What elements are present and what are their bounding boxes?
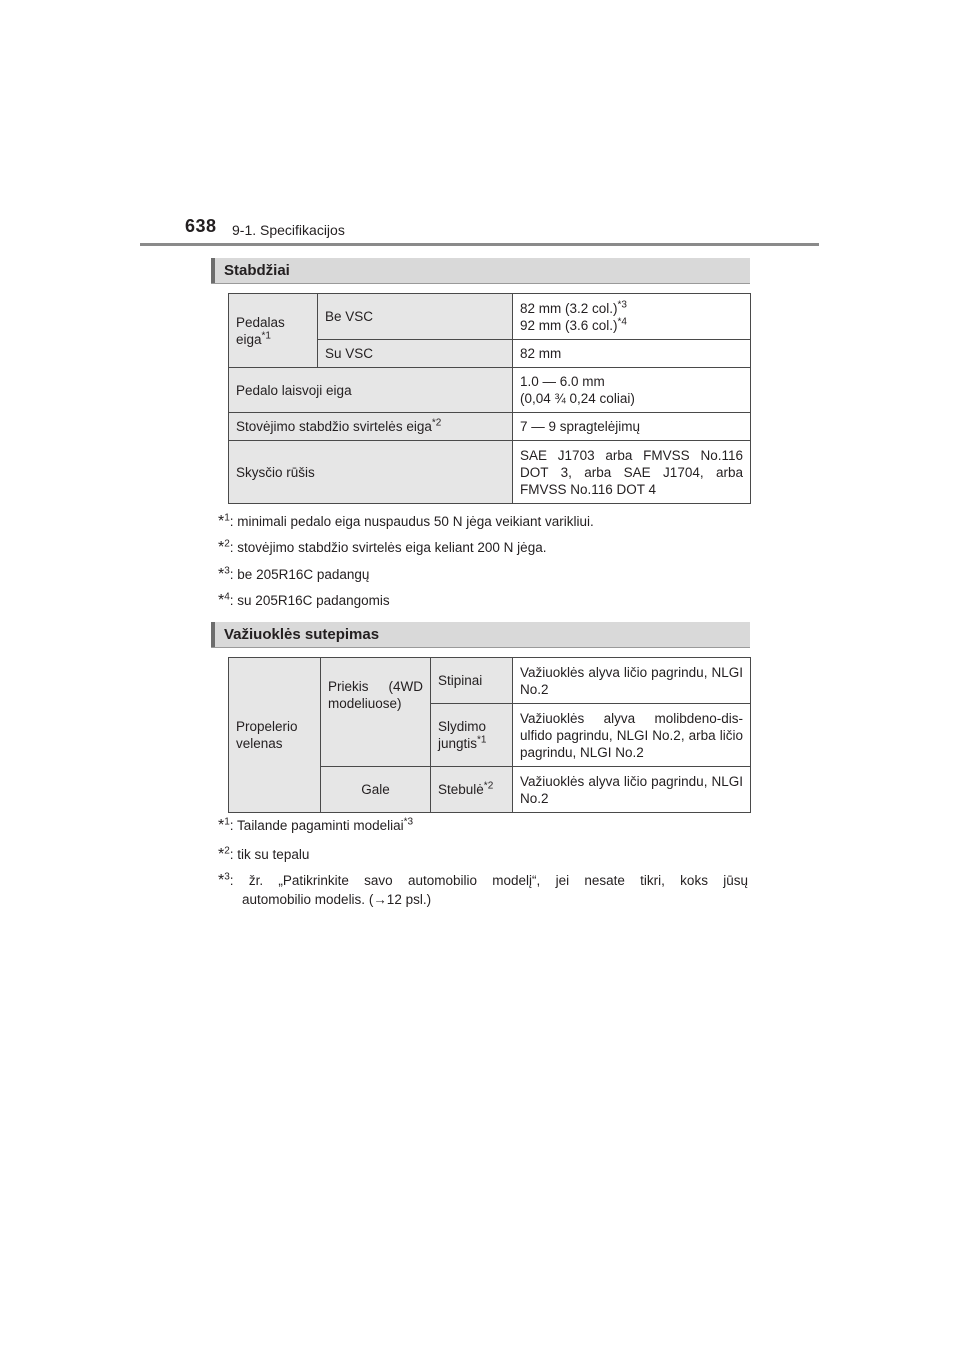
pedal-travel-cell (229, 294, 318, 368)
section-title-brakes: Stabdžiai (224, 262, 290, 279)
front-cell (321, 658, 431, 767)
footnote-lubrication-3 (218, 871, 748, 909)
footnote-mark: *1 (261, 330, 271, 341)
footnote-line (218, 871, 748, 890)
footnote-text: : be 205R16C padangų (229, 567, 370, 582)
stipinai-cell (431, 658, 513, 704)
hub-label: Stebulė (438, 782, 484, 797)
brakes-table (228, 293, 751, 504)
footnote-text-continued: automobilio modelis. (→12 psl.) (242, 892, 432, 907)
fluid-type-value-cell (513, 441, 751, 504)
parking-brake-value-cell (513, 413, 751, 441)
footnote-text: : žr. „Patikrinkite savo automobilio modelį“, jei nesate tikri, koks jūsų (229, 873, 748, 888)
footnote-number: 4 (224, 591, 230, 603)
footnote-number: 3 (224, 565, 230, 577)
footnote-asterisk: * (218, 566, 225, 583)
slide-joint-value: Važiuoklės alyva molibdeno-dis-ulfido pagrindu, NLGI No.2, arba ličio pagrindu, NLGI No.2 (520, 710, 743, 760)
hub-value: Važiuoklės alyva ličio pagrindu, NLGI No.2 (520, 773, 743, 806)
without-vsc-value-1: 82 mm (3.2 col.) (520, 300, 618, 316)
stipinai-value-cell (513, 658, 751, 704)
footnote-text: : su 205R16C padangomis (229, 593, 390, 608)
footnote-asterisk: * (218, 539, 225, 556)
table-row (229, 294, 751, 340)
section-title-lubrication: Važiuoklės sutepimas (224, 626, 380, 643)
stipinai-label: Stipinai (438, 673, 483, 688)
with-vsc-cell (318, 340, 513, 368)
footnote-number: 2 (224, 538, 230, 550)
running-title: 9-1. Specifikacijos (232, 222, 345, 238)
footnote-text: : minimali pedalo eiga nuspaudus 50 N jėga veikiant varikliui. (229, 514, 594, 529)
footnote-mark: *2 (483, 780, 494, 792)
section-marker (211, 258, 215, 283)
free-play-value-2: (0,04 ¾ 0,24 coliai) (520, 391, 635, 406)
section-header-lubrication (211, 622, 750, 648)
parking-brake-cell (229, 413, 513, 441)
with-vsc-label: Su VSC (325, 346, 374, 361)
slide-joint-label: Slydimo jungtis (438, 719, 487, 751)
free-play-value-1: 1.0 — 6.0 mm (520, 374, 605, 389)
propeller-shaft-label: Propelerio velenas (236, 719, 298, 751)
footnote-number: 3 (224, 871, 230, 883)
hub-value-cell (513, 767, 751, 813)
footnote-brakes-1 (218, 512, 748, 531)
page-number: 638 (185, 216, 217, 236)
table-row (229, 441, 751, 504)
without-vsc-value-cell (513, 294, 751, 340)
slide-joint-cell (431, 704, 513, 767)
footnote-number: 2 (224, 845, 230, 857)
parking-brake-label: Stovėjimo stabdžio svirtelės eiga (236, 419, 432, 434)
free-play-value-cell (513, 368, 751, 413)
footnote-text: : stovėjimo stabdžio svirtelės eiga keliant 200 N jėga. (229, 540, 547, 555)
footnote-number: 1 (224, 512, 230, 524)
footnote-number: 1 (224, 816, 230, 828)
rear-label: Gale (361, 782, 390, 797)
footnote-brakes-2 (218, 538, 748, 557)
footnote-mark: *3 (617, 299, 627, 310)
parking-brake-value: 7 — 9 spragtelėjimų (520, 419, 641, 434)
slide-joint-value-cell (513, 704, 751, 767)
footnote-brakes-3 (218, 565, 748, 584)
without-vsc-value-2: 92 mm (3.6 col.) (520, 317, 618, 333)
table-row (229, 413, 751, 441)
footnote-mark: *2 (431, 417, 442, 429)
free-play-label: Pedalo laisvoji eiga (236, 382, 352, 398)
lubrication-table (228, 657, 751, 813)
table-row (229, 658, 751, 704)
with-vsc-value-cell (513, 340, 751, 368)
fluid-type-value: SAE J1703 arba FMVSS No.116 DOT 3, arba SAE J1704, arba FMVSS No.116 DOT 4 (520, 447, 743, 497)
section-marker (211, 622, 215, 647)
free-play-cell (229, 368, 513, 413)
footnote-mark: *1 (477, 734, 487, 746)
front-label: Priekis (4WD modeliuose) (328, 679, 423, 711)
rear-cell (321, 767, 431, 813)
with-vsc-value: 82 mm (520, 346, 562, 361)
without-vsc-label: Be VSC (325, 309, 374, 324)
footnote-asterisk: * (218, 592, 225, 609)
table-row (229, 368, 751, 413)
pedal-travel-label: Pedalas eiga (236, 314, 285, 347)
header-divider (140, 243, 819, 246)
footnote-asterisk: * (218, 872, 225, 889)
footnote-asterisk: * (218, 817, 225, 834)
fluid-type-cell (229, 441, 513, 504)
footnote-mark: *3 (403, 816, 414, 828)
without-vsc-cell (318, 294, 513, 340)
propeller-shaft-cell (229, 658, 321, 813)
stipinai-value: Važiuoklės alyva ličio pagrindu, NLGI No.2 (520, 664, 743, 697)
footnote-brakes-4 (218, 591, 748, 610)
footnote-text: : tik su tepalu (229, 847, 310, 862)
fluid-type-label: Skysčio rūšis (236, 464, 315, 480)
footnote-asterisk: * (218, 846, 225, 863)
footnote-text: : Tailande pagaminti modeliai (229, 818, 404, 833)
footnote-lubrication-1 (218, 816, 748, 835)
footnote-lubrication-2 (218, 845, 748, 864)
footnote-mark: *4 (617, 316, 627, 327)
section-header-brakes (211, 258, 750, 284)
hub-cell (431, 767, 513, 813)
footnote-asterisk: * (218, 513, 225, 530)
